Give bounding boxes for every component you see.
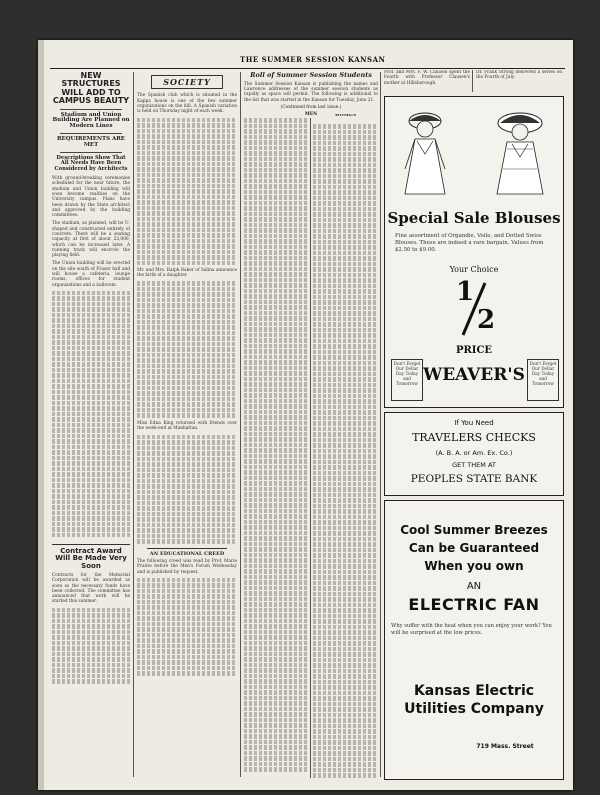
page-binding-edge: [38, 40, 44, 790]
society-heading-box: [151, 75, 223, 89]
newspaper-title: THE SUMMER SESSION KANSAN: [240, 55, 386, 64]
notice-text: Prof. and Mrs. F. W. Clausen spent the Fourth with Professor Clausen's mother at Hillsborough.: [384, 70, 470, 86]
bank-ad-get-them: GET THEM AT: [452, 461, 496, 469]
article-text-block: [52, 291, 130, 541]
subhead-educational-creed: AN EDUCATIONAL CREED: [149, 550, 225, 557]
creed-text-block: [137, 578, 237, 678]
notice-clausen: [384, 70, 470, 92]
society-text-block: [137, 118, 237, 268]
fan-ad-product: ELECTRIC FAN: [408, 595, 540, 614]
society-text-block: [137, 435, 237, 545]
dollar-day-note-right: Don't Forget Our Dollar Day Today and Tomorrow: [529, 361, 557, 386]
article-paragraph: The stadium, as planned, will be U-shaped and constructed entirely of concrete. There will be a seating capacity at first of about 22,000, which can be increased later. A running track will encircle the playing field.: [52, 221, 130, 259]
notice-strong: [476, 70, 562, 92]
company-name-line-2: Utilities Company: [404, 701, 544, 717]
column-rule: [133, 72, 134, 777]
ad-price-label: PRICE: [455, 345, 493, 356]
article-text-block: [52, 608, 130, 688]
ad-headline-special-sale: Special Sale Blouses: [387, 209, 561, 227]
illustration-women-in-blouses: [385, 99, 563, 199]
column-rule: [240, 72, 241, 777]
society-text-block: [137, 281, 237, 421]
notice-text: Dr. Frank Strong delivered a series on the Fourth of July.: [476, 70, 562, 81]
roll-label-men: MEN: [304, 111, 318, 117]
roll-intro: The Summer Session Kansan is publishing the names and Lawrence addresses of the summer session students as rapidly as space will permit. The following is additional to the list that was started in the Kansan for Tuesday, June 21.: [244, 81, 378, 103]
roll-label-women: WOMEN: [334, 114, 357, 118]
column-structures-article: [52, 72, 130, 782]
subhead-requirements: REQUIREMENTS ARE MET: [56, 136, 125, 148]
bank-name: PEOPLES STATE BANK: [410, 473, 538, 485]
company-address: 719 Mass. Street: [476, 743, 534, 750]
student-names-list-women: [313, 124, 378, 778]
article-paragraph: With ground-breaking ceremonies scheduled for the near future, the stadium and Union building will soon become realities on the University campus. Plans have been drawn by the State architect and approved by the building committees.: [52, 176, 130, 219]
article-paragraph: Contracts for the Memorial Corporation will be awarded as soon as the necessary funds have been collected. The committee has announced that work will be started this summer.: [52, 573, 130, 605]
company-name-line-1: Kansas Electric: [413, 683, 535, 699]
ad-your-choice: Your Choice: [449, 265, 499, 274]
store-name-weavers: WEAVER'S: [423, 365, 525, 385]
subhead-descriptions: Descriptions Show That All Needs Have Been Considered by Architects: [54, 154, 128, 172]
column-rule: [472, 70, 473, 92]
fan-ad-headline-1: Cool Summer Breezes: [400, 523, 548, 537]
column-society: [137, 72, 237, 782]
headline-new-structures: NEW STRUCTURES WILL ADD TO CAMPUS BEAUTY: [52, 72, 130, 106]
article-paragraph: The Union building will be erected on the site south of Fraser hall and will house a cafeteria, lounge rooms, offices for student organizations and a ballroom.: [52, 261, 130, 288]
bank-ad-headline: TRAVELERS CHECKS: [412, 431, 536, 444]
roll-continued-note: (Continued from last issue.): [280, 105, 342, 110]
society-item: The Spanish club which is situated in the Kappa house is one of the few summer organizations on the hill. A Spanish variation is held on Thursday night of each week.: [137, 93, 237, 115]
fraction-denominator: 2: [476, 305, 496, 335]
ad-travelers-checks: [384, 412, 564, 496]
fan-ad-headline-2: Can be Guaranteed: [408, 541, 540, 555]
bank-ad-check-types: (A. B. A. or Am. Ex. Co.): [435, 449, 513, 457]
bank-ad-intro: If You Need: [454, 419, 494, 427]
society-item: Mr. and Mrs. Ralph Baker of Salina announce the birth of a daughter.: [137, 267, 237, 278]
headline-contract-award: Contract Award Will Be Made Very Soon: [55, 546, 127, 570]
subhead-stadium-union: Stadium and Union Building Are Planned on Modern Lines: [52, 111, 130, 130]
side-note-right-box: [527, 359, 559, 401]
fraction-numerator: 1: [455, 277, 475, 307]
student-names-list-men: [244, 118, 307, 778]
side-note-left-box: [391, 359, 423, 401]
dollar-day-note-left: Don't Forget Our Dollar Day Today and Tomorrow: [393, 361, 421, 386]
fan-ad-company-box: [395, 679, 553, 749]
column-rule: [380, 72, 381, 777]
fan-ad-body: Why suffer with the heat when you can enjoy your work? You will be surprised at the low prices.: [391, 623, 552, 636]
ad-body-blouses: Fine assortment of Organdie, Voile, and Dotted Swiss Blouses. These are indeed a rare bargain. Values from $2.50 to $9.00.: [395, 233, 544, 253]
headline-roll-of-students: Roll of Summer Session Students: [250, 72, 372, 79]
ad-electric-fan: [384, 500, 564, 780]
column-rule: [310, 118, 311, 778]
society-heading: SOCIETY: [163, 77, 211, 87]
society-item: Miss Edna King returned with friends over the week-end at Manhattan.: [137, 421, 237, 432]
creed-intro: The following creed was read by Prof. Marie Prairie before the Men's Forum Wednesday and is published by request.: [137, 559, 237, 575]
page-header: [50, 52, 565, 69]
fan-ad-article: AN: [466, 581, 482, 592]
ad-special-sale-blouses: [384, 96, 564, 408]
fan-ad-headline-3: When you own: [424, 559, 524, 573]
